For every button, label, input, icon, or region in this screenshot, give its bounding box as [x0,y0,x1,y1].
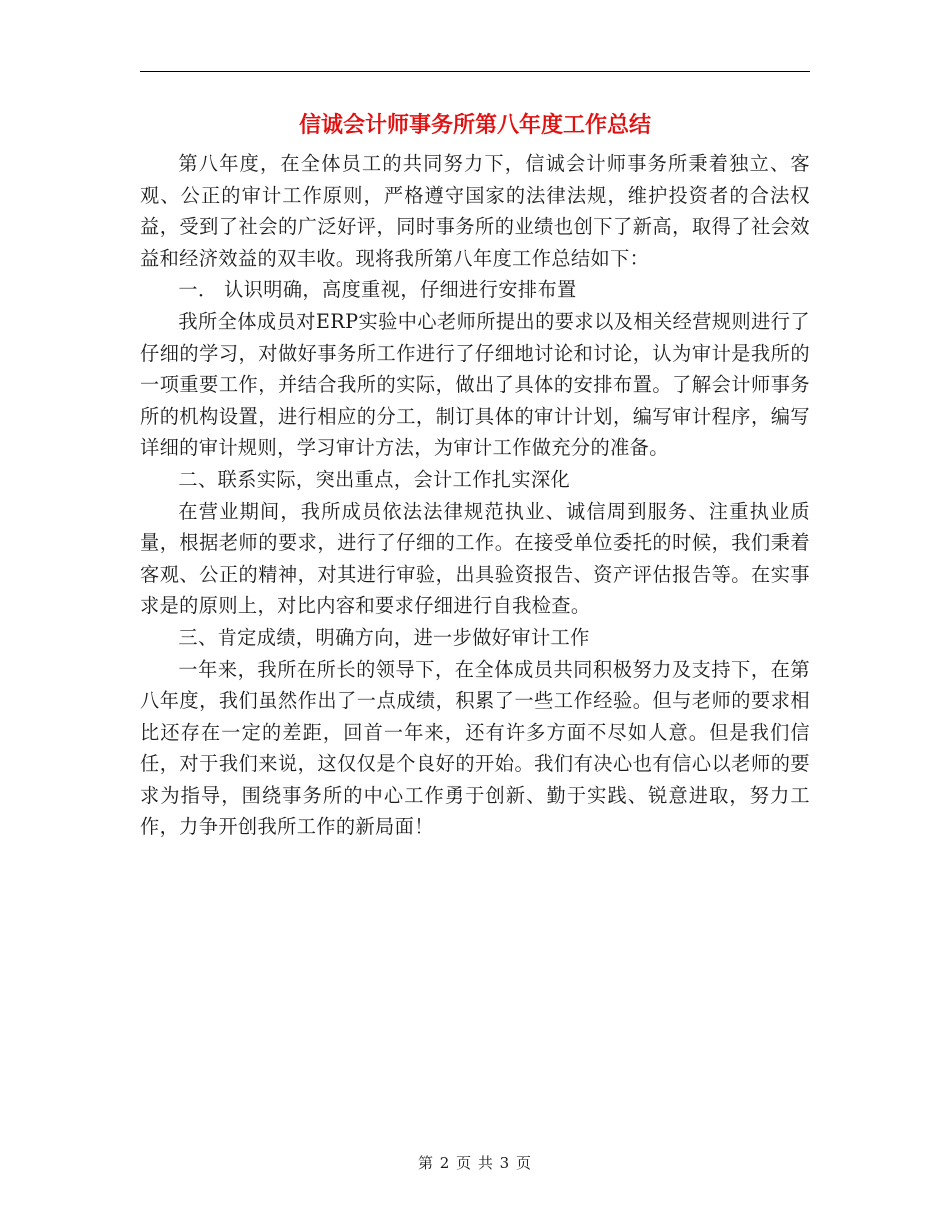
document-body [140,148,810,843]
section-1-paragraph: 我所全体成员对ERP实验中心老师所提出的要求以及相关经营规则进行了仔细的学习，对做好事务所工作进行了仔细地讨论和讨论，认为审计是我所的一项重要工作，并结合我所的实际，做出了具体的安排布置。了解会计师事务所的机构设置，进行相应的分工，制订具体的审计计划，编写审计程序，编写详细的审计规则，学习审计方法，为审计工作做充分的准备。 [140,309,810,460]
section-heading-1: 一． 认识明确，高度重视，仔细进行安排布置 [178,278,577,302]
section-2-paragraph: 在营业期间，我所成员依法法律规范执业、诚信周到服务、注重执业质量，根据老师的要求，进行了仔细的工作。在接受单位委托的时候，我们秉着客观、公正的精神，对其进行审验，出具验资报告、资产评估报告等。在实事求是的原则上，对比内容和要求仔细进行自我检查。 [140,499,810,618]
document-title: 信诚会计师事务所第八年度工作总结 [298,113,651,138]
header-rule [140,71,810,72]
section-heading-3: 三、肯定成绩，明确方向，进一步做好审计工作 [178,625,590,649]
page-number: 第 2 页 共 3 页 [418,1154,532,1172]
section-3-paragraph: 一年来，我所在所长的领导下，在全体成员共同积极努力及支持下，在第八年度，我们虽然作出了一点成绩，积累了一些工作经验。但与老师的要求相比还存在一定的差距，回首一年来，还有许多方面不尽如人意。但是我们信任，对于我们来说，这仅仅是个良好的开始。我们有决心也有信心以老师的要求为指导，围绕事务所的中心工作勇于创新、勤于实践、锐意进取，努力工作，力争开创我所工作的新局面！ [140,657,810,839]
intro-paragraph: 第八年度，在全体员工的共同努力下，信诚会计师事务所秉着独立、客观、公正的审计工作原则，严格遵守国家的法律法规，维护投资者的合法权益，受到了社会的广泛好评，同时事务所的业绩也创下了新高，取得了社会效益和经济效益的双丰收。现将我所第八年度工作总结如下： [140,152,810,270]
section-heading-2: 二、联系实际，突出重点，会计工作扎实深化 [178,467,571,491]
